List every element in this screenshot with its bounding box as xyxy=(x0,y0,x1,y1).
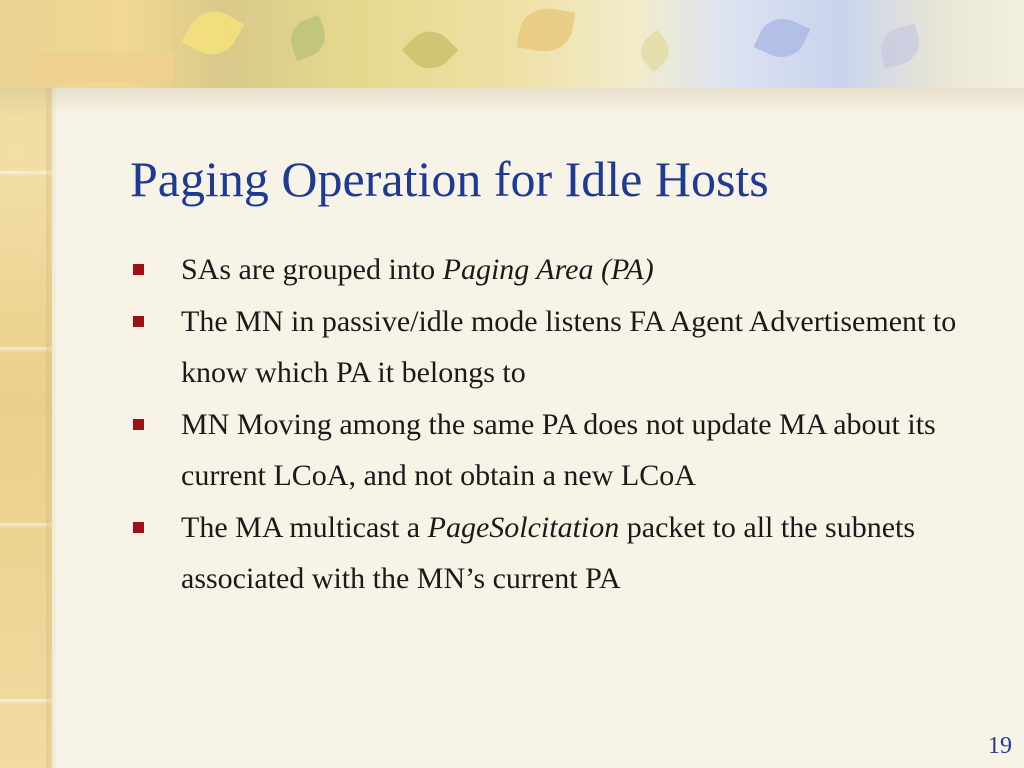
square-bullet-icon xyxy=(133,264,144,275)
bullet-item xyxy=(130,296,990,398)
leaf-icon xyxy=(182,2,245,65)
square-bullet-icon xyxy=(133,419,144,430)
bullet-item xyxy=(130,502,990,604)
bullet-text: The MA multicast a xyxy=(181,511,428,544)
bullet-text: SAs are grouped into xyxy=(181,253,443,286)
leaf-icon xyxy=(876,23,924,68)
leaf-icon xyxy=(285,15,331,61)
bullet-emphasis: PageSolcitation xyxy=(427,511,620,544)
page-number: 19 xyxy=(988,733,1012,759)
decorative-top-banner xyxy=(0,0,1024,88)
decorative-stamp xyxy=(34,52,174,82)
bullet-item xyxy=(130,399,990,501)
leaf-icon xyxy=(754,11,811,66)
square-bullet-icon xyxy=(133,316,144,327)
square-bullet-icon xyxy=(133,522,144,533)
bullet-text: The MN in passive/idle mode listens FA Agent Advertisement to know which PA it belongs to xyxy=(181,305,957,389)
leaf-icon xyxy=(634,30,676,72)
bullet-item xyxy=(130,244,990,295)
leaf-icon xyxy=(402,22,459,79)
bullet-list xyxy=(130,244,990,605)
slide-title: Paging Operation for Idle Hosts xyxy=(130,151,769,207)
bullet-text: MN Moving among the same PA does not update MA about its current LCoA, and not obtain a new LCoA xyxy=(181,408,936,492)
bullet-text-tail: packet to all the subnets associated with the MN’s current PA xyxy=(181,511,916,595)
leaf-icon xyxy=(517,4,576,56)
bullet-emphasis: Paging Area (PA) xyxy=(442,253,654,286)
